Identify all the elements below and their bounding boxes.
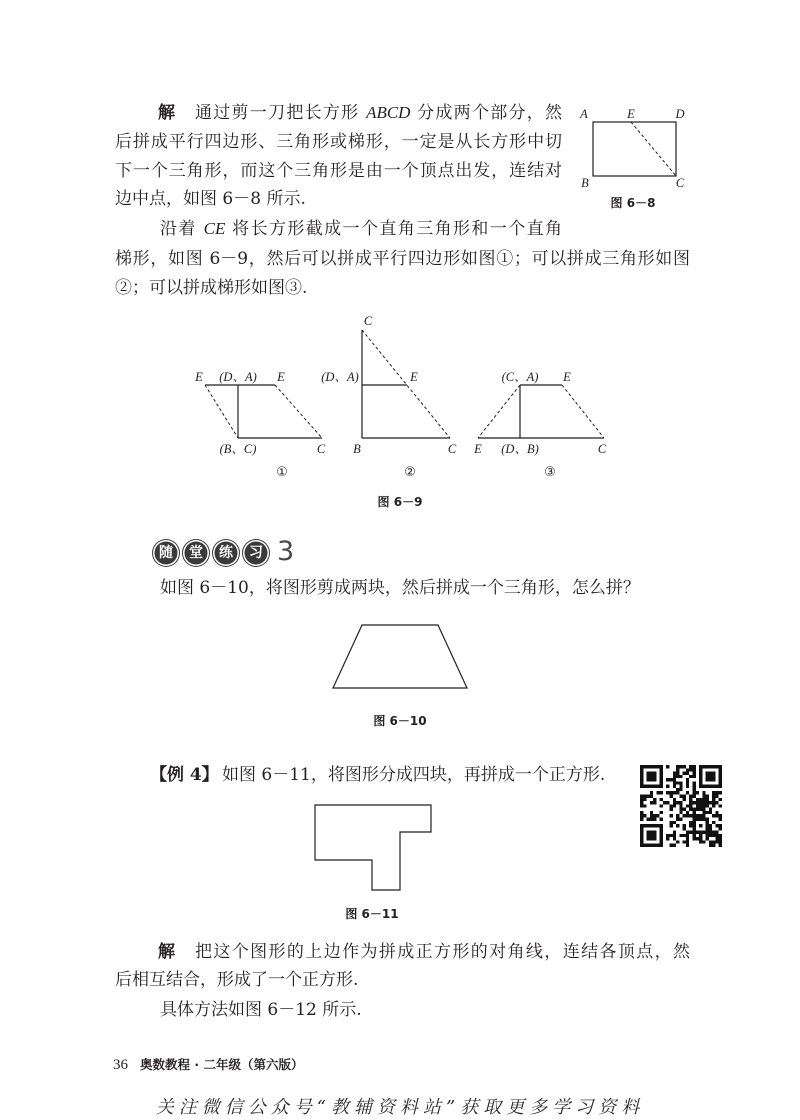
figure-6-10-caption: 图 6－10 xyxy=(373,714,427,728)
l-shape-figure xyxy=(315,805,431,890)
watermark-text: 关注微信公众号“教辅资料站”获取更多学习资料 xyxy=(155,1097,645,1118)
page-number: 36 xyxy=(113,1057,128,1073)
panel-number-2: ② xyxy=(404,465,416,480)
rectangle-abcd xyxy=(593,122,676,176)
text-segment: 通过剪一刀把长方形 xyxy=(195,103,367,123)
left-cut-edge xyxy=(478,385,520,438)
label-e-left: E xyxy=(195,370,203,384)
practice-badge-lian: 练 xyxy=(213,540,239,566)
qr-code xyxy=(640,765,722,847)
hypotenuse-cut-edge xyxy=(362,330,450,438)
book-title: 奥数教程 · 二年级（第六版） xyxy=(140,1057,304,1072)
left-cut-edge xyxy=(205,385,238,438)
figure-6-10 xyxy=(320,615,480,700)
figure-6-9 xyxy=(180,310,620,485)
solution-line-1 xyxy=(195,102,562,124)
solution-line-2: 后拼成平行四边形、三角形或梯形，一定是从长方形中切 xyxy=(115,132,562,152)
vertex-label-c: C xyxy=(675,176,685,190)
practice-badge-tang: 堂 xyxy=(183,540,209,566)
figure-6-9-caption: 图 6－9 xyxy=(377,495,423,509)
figure-6-8 xyxy=(575,105,685,195)
label-c: C xyxy=(597,442,607,456)
text-segment: 分成两个部分，然 xyxy=(410,103,563,123)
label-c: C xyxy=(316,442,326,456)
vertex-label-d: D xyxy=(675,107,685,121)
practice-question: 如图 6－10，将图形剪成两块，然后拼成一个三角形，怎么拼？ xyxy=(160,578,640,598)
label-c-a: (C、A) xyxy=(501,370,539,384)
figure-6-11-caption: 图 6－11 xyxy=(345,907,399,921)
label-c-top: C xyxy=(363,314,373,328)
example-4-question: 如图 6－11，将图形分成四块，再拼成一个正方形. xyxy=(222,765,606,785)
solution-4-line-1: 把这个图形的上边作为拼成正方形的对角线，连结各顶点，然 xyxy=(195,942,690,962)
label-d-a: (D、A) xyxy=(219,370,257,384)
label-e: E xyxy=(410,370,418,384)
solution-cont-line-2: 梯形，如图 6－9，然后可以拼成平行四边形如图①；可以拼成三角形如图 xyxy=(115,249,690,269)
practice-badge-sui: 随 xyxy=(153,540,179,566)
variable-abcd: ABCD xyxy=(366,103,411,122)
text-segment: 沿着 xyxy=(160,219,204,239)
trapezoid-shape xyxy=(333,625,467,688)
solution-cont-line-3: ②；可以拼成梯形如图③. xyxy=(115,278,308,298)
solution-line-3: 下一个三角形，而这个三角形是由一个顶点出发，连结对 xyxy=(115,161,562,181)
vertex-label-e: E xyxy=(627,107,635,121)
practice-badge-xi: 习 xyxy=(243,540,269,566)
practice-number: 3 xyxy=(277,536,295,567)
panel-number-3: ③ xyxy=(544,465,556,480)
label-d-a: (D、A) xyxy=(321,370,359,384)
solution-line-4: 边中点，如图 6－8 所示. xyxy=(115,189,306,209)
right-cut-edge xyxy=(275,385,322,438)
solution-cont-line-1 xyxy=(160,218,562,240)
panel-triangle xyxy=(321,314,457,480)
cut-line-ec xyxy=(631,122,676,176)
solution-4-line-2: 后相互结合，形成了一个正方形. xyxy=(115,970,359,990)
vertex-label-a: A xyxy=(580,107,588,121)
label-c-bottom: C xyxy=(447,442,457,456)
panel-trapezoid xyxy=(473,370,607,480)
label-e-right: E xyxy=(277,370,285,384)
label-e-bottom: E xyxy=(474,442,482,456)
vertex-label-b: B xyxy=(581,176,589,190)
solution-4-line-3: 具体方法如图 6－12 所示. xyxy=(160,1000,362,1020)
solution-4-label: 解 xyxy=(158,942,175,962)
label-b: B xyxy=(353,442,361,456)
panel-parallelogram xyxy=(194,370,326,480)
label-e-top: E xyxy=(563,370,571,384)
right-cut-edge xyxy=(562,385,604,438)
variable-ce: CE xyxy=(203,219,226,238)
example-4-label: 【例 4】 xyxy=(150,765,219,785)
label-b-c: (B、C) xyxy=(219,442,257,456)
solution-label: 解 xyxy=(158,103,175,123)
label-d-b: (D、B) xyxy=(501,442,539,456)
text-segment: 将长方形截成一个直角三角形和一个直角 xyxy=(225,219,563,239)
figure-6-11 xyxy=(305,795,445,900)
figure-6-8-caption: 图 6－8 xyxy=(610,196,656,210)
panel-number-1: ① xyxy=(276,465,288,480)
